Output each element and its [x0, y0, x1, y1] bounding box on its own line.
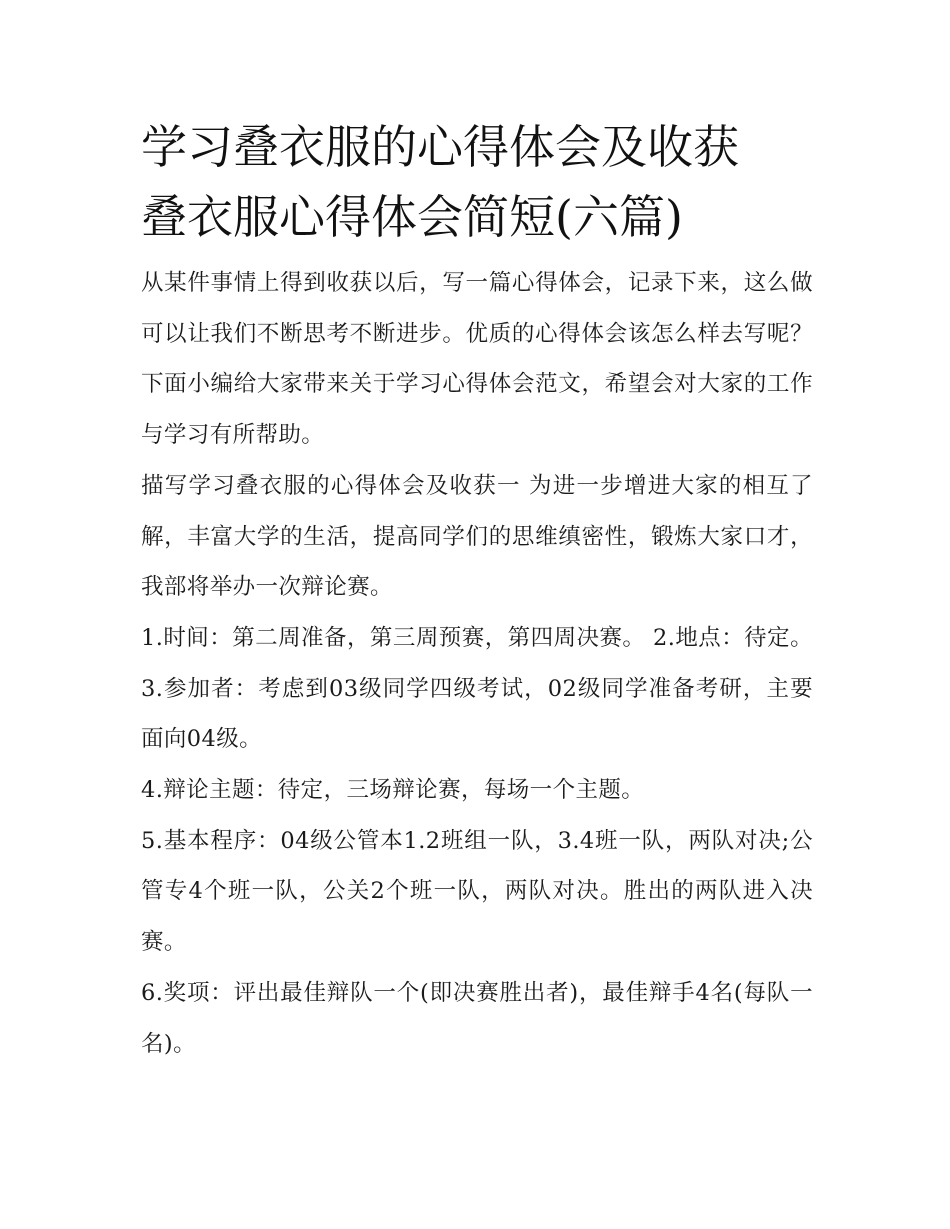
debate-topic-paragraph: 4.辩论主题：待定，三场辩论赛，每场一个主题。: [141, 777, 645, 804]
time-place-participants-paragraph: 1.时间：第二周准备，第三周预赛，第四周决赛。 2.地点：待定。 3.参加者：考虑到03级同学四级考试，02级同学准备考研，主要面向04级。: [141, 624, 813, 753]
awards-paragraph: 6.奖项：评出最佳辩队一个(即决赛胜出者)，最佳辩手4名(每队一名)。: [141, 979, 813, 1057]
title-line-1: 学习叠衣服的心得体会及收获: [141, 120, 739, 174]
title-line-2: 叠衣服心得体会简短(六篇): [141, 190, 683, 244]
section-one-paragraph: 描写学习叠衣服的心得体会及收获一 为进一步增进大家的相互了解，丰富大学的生活，提高同学们的思维缜密性，锻炼大家口才，我部将举办一次辩论赛。: [141, 472, 813, 601]
document-title: [141, 112, 813, 252]
document-body: [141, 112, 813, 1069]
procedure-paragraph: 5.基本程序：04级公管本1.2班组一队，3.4班一队，两队对决;公管专4个班一队，公关2个班一队，两队对决。胜出的两队进入决赛。: [141, 827, 813, 956]
intro-paragraph: 从某件事情上得到收获以后，写一篇心得体会，记录下来，这么做可以让我们不断思考不断进步。优质的心得体会该怎么样去写呢？下面小编给大家带来关于学习心得体会范文，希望会对大家的工作与学习有所帮助。: [141, 270, 813, 449]
